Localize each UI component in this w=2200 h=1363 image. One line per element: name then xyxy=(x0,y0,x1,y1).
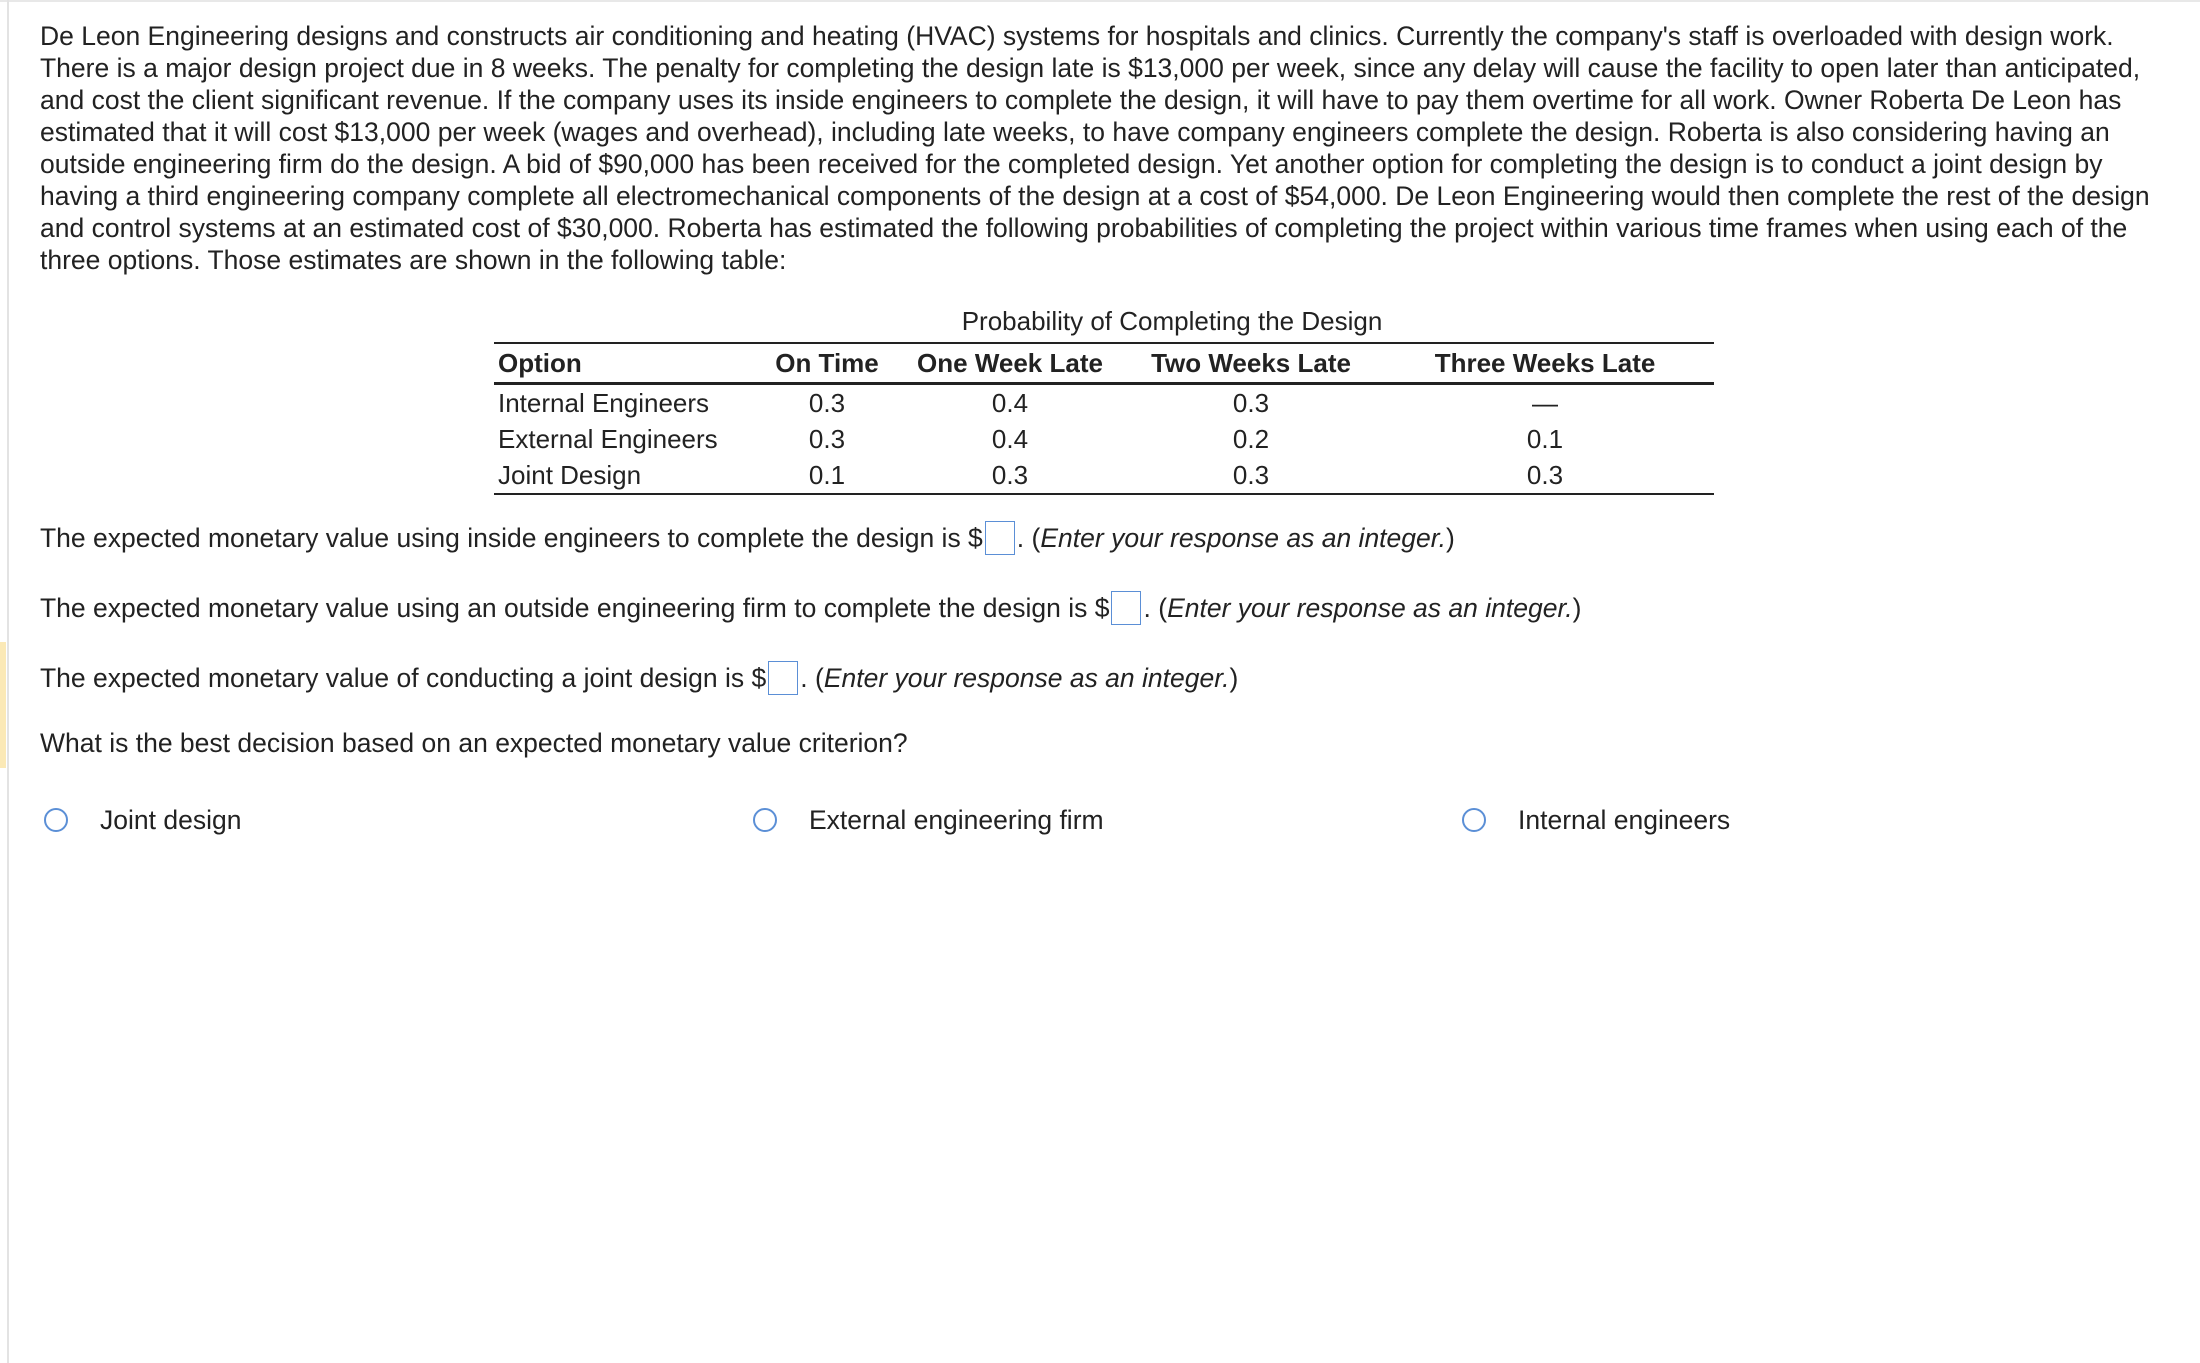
cell-three-weeks-late: 0.1 xyxy=(1526,423,1564,454)
choice-internal-engineers[interactable] xyxy=(1462,802,1730,838)
left-divider xyxy=(7,0,9,1363)
row-option: Joint Design xyxy=(494,457,760,494)
response-hint xyxy=(815,663,1238,693)
question-text: The expected monetary value using an outside engineering firm to complete the design is $ xyxy=(40,593,1110,623)
hint-open-paren: ( xyxy=(815,663,824,693)
cell-two-weeks-late: 0.3 xyxy=(1232,387,1270,418)
cell-on-time: 0.1 xyxy=(760,457,894,494)
radio-button[interactable] xyxy=(753,808,777,832)
hint-close-paren: ) xyxy=(1229,663,1239,693)
header-one-week-late: One Week Late xyxy=(894,343,1126,384)
response-hint xyxy=(1032,523,1455,553)
question-text: The expected monetary value of conducting a joint design is $ xyxy=(40,663,767,693)
cell-one-week-late: 0.4 xyxy=(991,423,1029,454)
hint-text: Enter your response as an integer. xyxy=(1040,523,1446,553)
probability-table xyxy=(494,304,1714,495)
question-best-decision: What is the best decision based on an expected monetary value criterion? xyxy=(40,728,908,758)
question-period: . xyxy=(1143,593,1151,623)
header-option: Option xyxy=(494,343,760,384)
table-caption: Probability of Completing the Design xyxy=(961,306,1383,336)
cell-two-weeks-late: 0.2 xyxy=(1232,423,1270,454)
row-option: Internal Engineers xyxy=(498,387,710,418)
hint-open-paren: ( xyxy=(1158,593,1168,623)
header-on-time: On Time xyxy=(760,343,894,384)
cell-three-weeks-late: — xyxy=(1532,387,1558,418)
table-row xyxy=(494,457,1714,494)
probability-grid xyxy=(494,342,1714,495)
question-joint-design xyxy=(40,660,1238,697)
question-text: The expected monetary value using inside engineers to complete the design is $ xyxy=(40,523,983,553)
question-inside-engineers xyxy=(40,520,1455,557)
choice-label: Joint design xyxy=(100,804,242,835)
row-option: External Engineers xyxy=(498,423,718,454)
cell-one-week-late: 0.4 xyxy=(991,387,1029,418)
cell-one-week-late: 0.3 xyxy=(894,457,1126,494)
table-row xyxy=(494,384,1714,422)
hint-open-paren: ( xyxy=(1031,523,1041,553)
hint-close-paren: ) xyxy=(1572,593,1582,623)
hint-text: Enter your response as an integer. xyxy=(1167,593,1573,623)
choice-label: Internal engineers xyxy=(1518,804,1731,835)
cell-three-weeks-late: 0.3 xyxy=(1376,457,1714,494)
table-row xyxy=(494,421,1714,457)
top-divider xyxy=(0,0,2200,2)
radio-button[interactable] xyxy=(1462,808,1486,832)
cell-two-weeks-late: 0.3 xyxy=(1126,457,1376,494)
response-hint xyxy=(1158,593,1581,623)
answer-box-inside-engineers[interactable] xyxy=(985,521,1015,555)
radio-button[interactable] xyxy=(44,808,68,832)
cell-on-time: 0.3 xyxy=(808,423,846,454)
current-part-marker xyxy=(0,642,6,768)
problem-statement: De Leon Engineering designs and constructs air conditioning and heating (HVAC) systems for hospitals and clinics. Currently the company's staff is overloaded with design work. There is a major design project due in 8 weeks. The penalty for completing the design late is $13,000 per week, since any delay will cause the facility to open later than anticipated, and cost the client significant revenue. If the company uses its inside engineers to complete the design, it will have to pay them overtime for all work. Owner Roberta De Leon has estimated that it will cost $13,000 per week (wages and overhead), including late weeks, to have company engineers complete the design. Roberta is also considering having an outside engineering firm do the design. A bid of $90,000 has been received for the completed design. Yet another option for completing the design is to conduct a joint design by having a third engineering company complete all electromechanical components of the design at a cost of $54,000. De Leon Engineering would then complete the rest of the design and control systems at an estimated cost of $30,000. Roberta has estimated the following probabilities of completing the project within various time frames when using each of the three options. Those estimates are shown in the following table: xyxy=(40,21,2150,275)
hint-close-paren: ) xyxy=(1445,523,1455,553)
hint-text: Enter your response as an integer. xyxy=(823,663,1230,693)
question-period: . xyxy=(800,663,808,693)
table-header-row xyxy=(494,343,1714,384)
question-outside-firm xyxy=(40,590,1581,627)
cell-on-time: 0.3 xyxy=(808,387,846,418)
question-period: . xyxy=(1016,523,1025,553)
header-two-weeks-late: Two Weeks Late xyxy=(1126,343,1376,384)
choice-external-engineering-firm[interactable] xyxy=(753,802,1104,838)
answer-box-joint-design[interactable] xyxy=(768,661,798,695)
choice-label: External engineering firm xyxy=(809,804,1104,835)
answer-box-outside-firm[interactable] xyxy=(1111,591,1141,625)
header-three-weeks-late: Three Weeks Late xyxy=(1376,343,1714,384)
choice-joint-design[interactable] xyxy=(44,802,241,838)
